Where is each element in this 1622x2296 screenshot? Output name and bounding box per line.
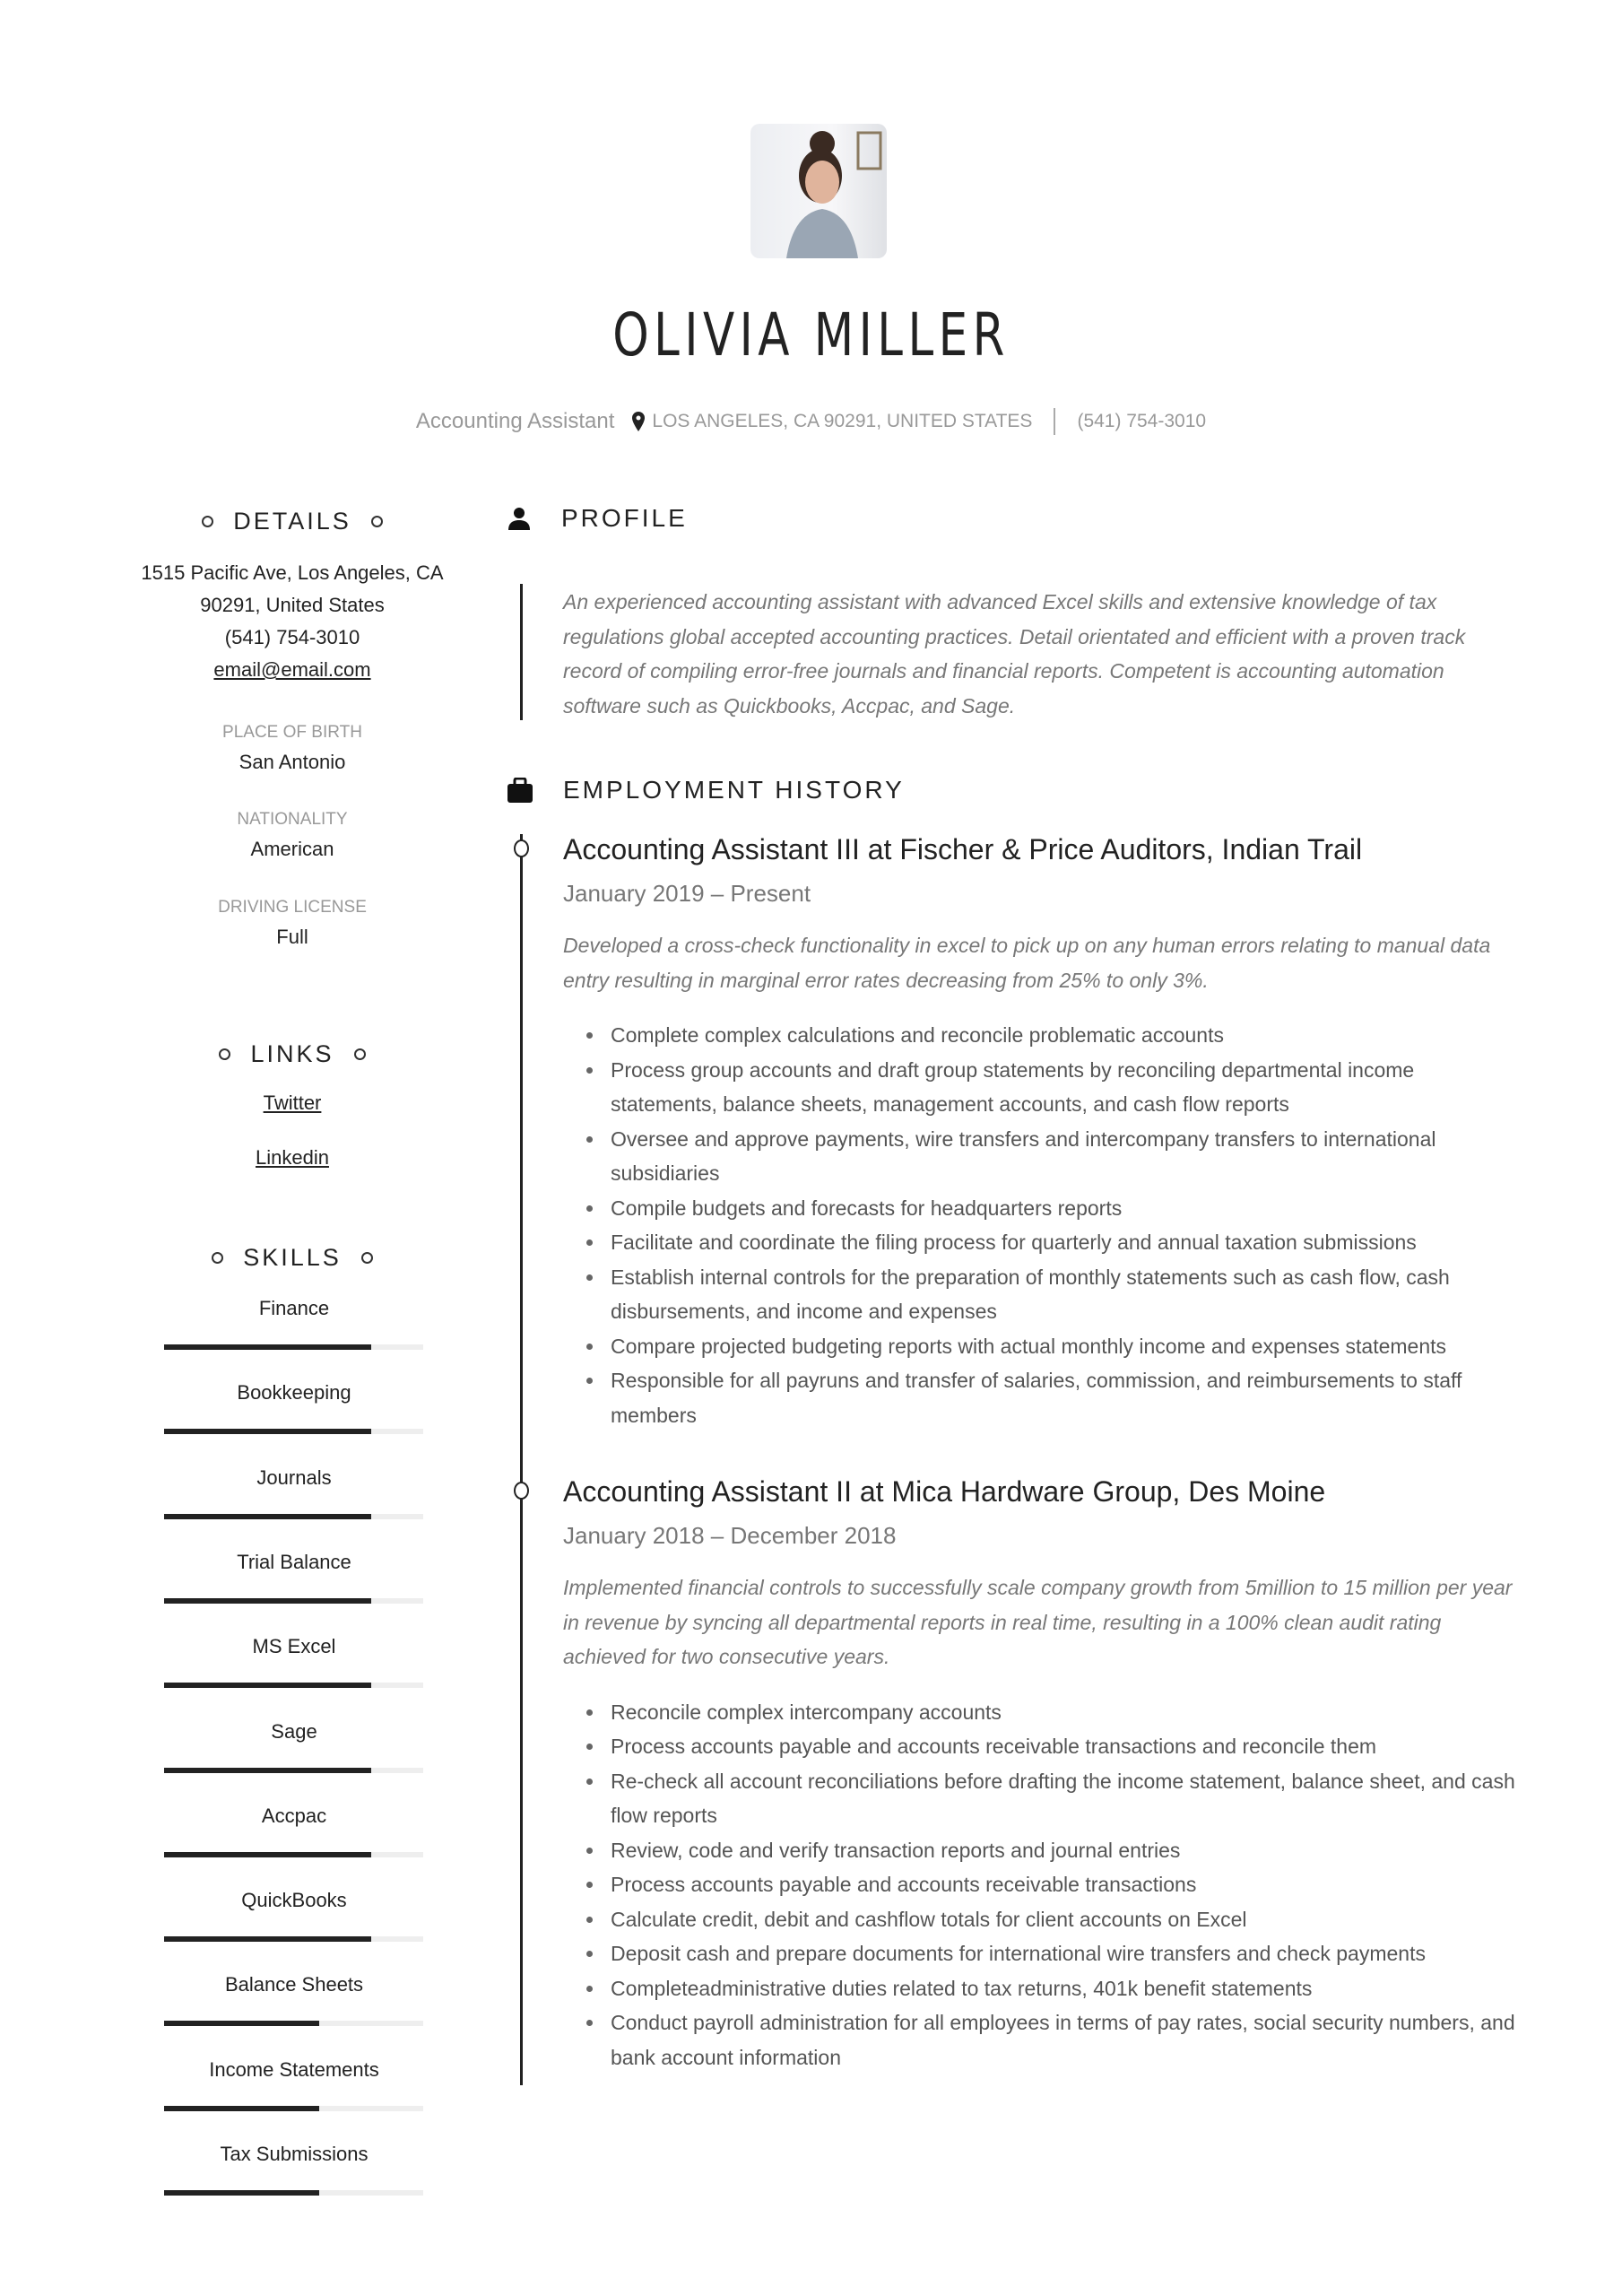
skill-name: Finance — [258, 1297, 330, 1319]
bullet-item: Responsible for all payruns and transfer of salaries, commission, and reimbursements to staff members — [563, 1363, 1522, 1432]
skill-name: Accpac — [261, 1804, 327, 1827]
timeline-line — [520, 834, 523, 2085]
skill-item — [164, 1546, 423, 1604]
skill-level-fill — [164, 1768, 371, 1773]
job-2 — [563, 1472, 1522, 2074]
skill-item — [164, 2138, 423, 2196]
details-phone: (541) 754-3010 — [224, 626, 360, 648]
skill-level-bar — [164, 2106, 423, 2111]
details-heading: DETAILS — [128, 503, 456, 539]
email-link[interactable]: email@email.com — [213, 658, 371, 681]
bullet-item: Deposit cash and prepare documents for international wire transfers and check payments — [563, 1936, 1522, 1971]
skill-level-fill — [164, 2190, 319, 2196]
links-section — [128, 1036, 456, 1174]
bullet-item: Complete complex calculations and reconcile problematic accounts — [563, 1018, 1522, 1053]
job-1 — [563, 830, 1522, 1432]
bullet-item: Compile budgets and forecasts for headquarters reports — [563, 1191, 1522, 1226]
skill-item — [164, 2054, 423, 2111]
skill-level-fill — [164, 2021, 319, 2026]
nationality: American — [250, 838, 334, 860]
bullet-item: Calculate credit, debit and cashflow totals for client accounts on Excel — [563, 1902, 1522, 1937]
skill-level-fill — [164, 1683, 371, 1688]
skill-name: Bookkeeping — [237, 1381, 351, 1405]
twitter-link[interactable]: Twitter — [263, 1091, 322, 1114]
skill-item — [164, 1800, 423, 1857]
skill-level-fill — [164, 1598, 371, 1604]
profile-heading: PROFILE — [507, 504, 688, 533]
linkedin-link[interactable]: Linkedin — [256, 1146, 329, 1169]
nationality-label: NATIONALITY — [237, 810, 348, 829]
skill-level-bar — [164, 1768, 423, 1773]
bullet-item: Establish internal controls for the preparation of monthly statements such as cash flow, cash disbursements, and income and expenses — [563, 1260, 1522, 1329]
skill-item — [164, 1462, 423, 1519]
skill-name: Tax Submissions — [220, 2143, 369, 2165]
job-title: Accounting Assistant II at Mica Hardware Group, Des Moine — [563, 1475, 1326, 1508]
skill-level-fill — [164, 2106, 319, 2111]
header-phone: (541) 754-3010 — [1077, 411, 1207, 431]
skill-name: Trial Balance — [237, 1550, 351, 1573]
briefcase-icon — [507, 778, 533, 803]
skill-name: Income Statements — [209, 2057, 379, 2081]
skill-name: Sage — [271, 1719, 317, 1743]
job-bullets — [563, 1018, 1522, 1432]
employment-heading: EMPLOYMENT HISTORY — [507, 776, 905, 804]
skill-level-fill — [164, 1344, 371, 1350]
job-title: Accounting Assistant — [415, 409, 615, 433]
location-pin-icon — [632, 412, 645, 431]
bullet-item: Facilitate and coordinate the filing process for quarterly and annual taxation submissions — [563, 1225, 1522, 1260]
location-text: LOS ANGELES, CA 90291, UNITED STATES — [652, 411, 1033, 431]
skill-name: Journals — [256, 1465, 332, 1489]
driving-license-label: DRIVING LICENSE — [218, 898, 367, 917]
skill-level-fill — [164, 1936, 371, 1942]
skill-level-bar — [164, 1344, 423, 1350]
profile-line — [520, 584, 523, 720]
place-of-birth: San Antonio — [239, 751, 346, 773]
header-subline — [0, 408, 1622, 435]
candidate-name: OLIVIA MILLER — [612, 300, 1010, 370]
bullet-item: Review, code and verify transaction reports and journal entries — [563, 1833, 1522, 1868]
circle-icon — [219, 1048, 230, 1060]
skill-name: MS Excel — [252, 1635, 336, 1658]
skill-level-bar — [164, 1936, 423, 1942]
timeline-dot — [514, 1482, 529, 1500]
skill-name: QuickBooks — [241, 1889, 347, 1912]
person-icon — [507, 507, 531, 530]
location — [632, 411, 1032, 432]
profile-photo — [750, 124, 887, 258]
skill-item — [164, 1716, 423, 1773]
bullet-item: Oversee and approve payments, wire transfers and intercompany transfers to international subsidiaries — [563, 1122, 1522, 1191]
circle-icon — [212, 1252, 223, 1264]
job-bullets — [563, 1695, 1522, 2075]
bullet-item: Compare projected budgeting reports with actual monthly income and expenses statements — [563, 1329, 1522, 1364]
bullet-item: Process group accounts and draft group statements by reconciling departmental income statements, balance sheets, management accounts, and cash flow reports — [563, 1053, 1522, 1122]
skill-level-bar — [164, 2190, 423, 2196]
skill-name: Balance Sheets — [224, 1973, 364, 1996]
circle-icon — [371, 516, 383, 527]
skill-item — [164, 1631, 423, 1688]
links-heading: LINKS — [128, 1036, 456, 1072]
bullet-item: Process accounts payable and accounts receivable transactions — [563, 1867, 1522, 1902]
place-of-birth-label: PLACE OF BIRTH — [222, 723, 362, 742]
bullet-item: Completeadministrative duties related to tax returns, 401k benefit statements — [563, 1971, 1522, 2006]
address-line1: 1515 Pacific Ave, Los Angeles, CA — [141, 561, 444, 584]
job-summary: Developed a cross-check functionality in excel to pick up on any human errors relating to manual data entry resulting in marginal error rates decreasing from 25% to only 3%. — [563, 934, 1491, 992]
skill-level-bar — [164, 1429, 423, 1434]
skill-level-fill — [164, 1429, 371, 1434]
address-line2: 90291, United States — [200, 594, 385, 616]
profile-text: An experienced accounting assistant with advanced Excel skills and extensive knowledge of tax regulations global accepted accounting practices. Detail orientated and efficient with a proven track record of compiling error-free journals and financial reports. Competent is accounting automation software such as Quickbooks, Accpac, and Sage. — [563, 590, 1466, 718]
circle-icon — [202, 516, 213, 527]
job-dates: January 2018 – December 2018 — [563, 1522, 897, 1549]
job-summary: Implemented financial controls to successfully scale company growth from 5million to 15 million per year in revenue by syncing all departmental reports in real time, resulting in a 100% clean audit rating achieved for two consecutive years. — [563, 1576, 1513, 1668]
skill-level-fill — [164, 1514, 371, 1519]
skills-heading: SKILLS — [128, 1239, 456, 1275]
skill-item — [164, 1377, 423, 1434]
job-title: Accounting Assistant III at Fischer & Price Auditors, Indian Trail — [563, 833, 1363, 865]
skill-level-bar — [164, 1683, 423, 1688]
driving-license: Full — [276, 926, 308, 948]
skill-level-bar — [164, 1852, 423, 1857]
skill-level-bar — [164, 2021, 423, 2026]
skill-level-bar — [164, 1514, 423, 1519]
skill-level-fill — [164, 1852, 371, 1857]
timeline-dot — [514, 839, 529, 857]
circle-icon — [361, 1252, 373, 1264]
job-dates: January 2019 – Present — [563, 880, 811, 907]
bullet-item: Re-check all account reconciliations before drafting the income statement, balance sheet, and cash flow reports — [563, 1764, 1522, 1833]
skill-item — [164, 1969, 423, 2026]
skill-item — [164, 1884, 423, 1942]
skill-item — [164, 1292, 423, 1350]
skill-level-bar — [164, 1598, 423, 1604]
details-section — [128, 503, 456, 953]
divider — [1054, 408, 1055, 435]
circle-icon — [354, 1048, 366, 1060]
bullet-item: Conduct payroll administration for all employees in terms of pay rates, social security numbers, and bank account information — [563, 2005, 1522, 2074]
bullet-item: Process accounts payable and accounts receivable transactions and reconcile them — [563, 1729, 1522, 1764]
bullet-item: Reconcile complex intercompany accounts — [563, 1695, 1522, 1730]
